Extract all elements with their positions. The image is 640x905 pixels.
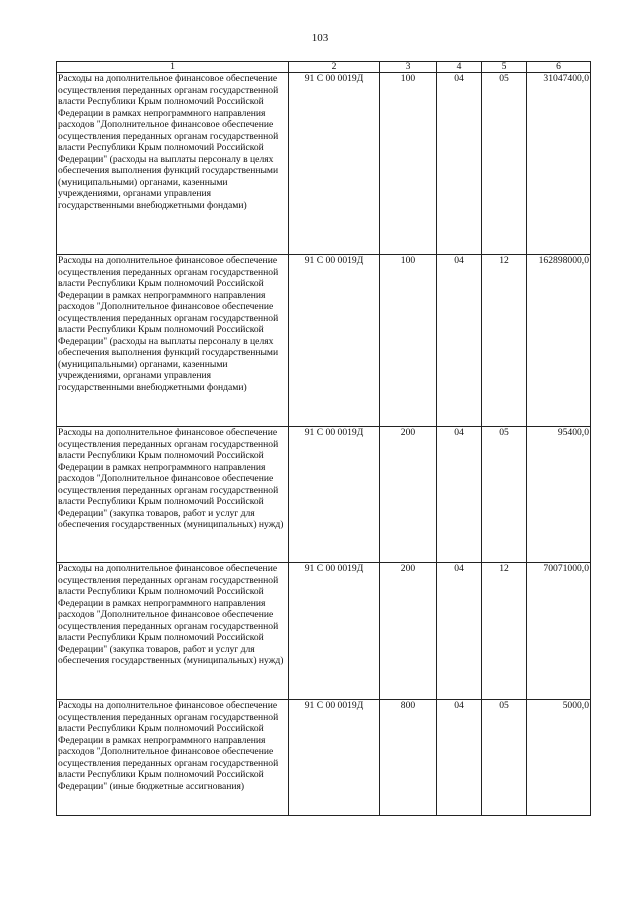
table-row bbox=[57, 427, 591, 563]
row-description: Расходы на дополнительное финансовое обеспечение осуществления переданных органам государственной власти Республики Крым полномочий Российской Федерации в рамках непрограммного направления расходов "Дополнительное финансовое обеспечение осуществления переданных органам государственной власти Республики Крым полномочий Российской Федерации" (закупка товаров, работ и услуг для обеспечения государственных (муниципальных) нужд) bbox=[57, 563, 289, 700]
row-expense-type: 200 bbox=[380, 563, 437, 700]
table-row bbox=[57, 255, 591, 427]
row-description: Расходы на дополнительное финансовое обеспечение осуществления переданных органам государственной власти Республики Крым полномочий Российской Федерации в рамках непрограммного направления расходов "Дополнительное финансовое обеспечение осуществления переданных органам государственной власти Республики Крым полномочий Российской Федерации" (закупка товаров, работ и услуг для обеспечения государственных (муниципальных) нужд) bbox=[57, 427, 289, 563]
row-amount: 70071000,0 bbox=[527, 563, 591, 700]
row-subsection: 12 bbox=[482, 563, 527, 700]
table-row bbox=[57, 700, 591, 816]
row-amount: 5000,0 bbox=[527, 700, 591, 816]
row-target-code: 91 С 00 0019Д bbox=[289, 427, 380, 563]
row-expense-type: 800 bbox=[380, 700, 437, 816]
column-header-6: 6 bbox=[527, 62, 591, 73]
row-target-code: 91 С 00 0019Д bbox=[289, 255, 380, 427]
row-target-code: 91 С 00 0019Д bbox=[289, 563, 380, 700]
row-section: 04 bbox=[437, 563, 482, 700]
row-description: Расходы на дополнительное финансовое обеспечение осуществления переданных органам государственной власти Республики Крым полномочий Российской Федерации в рамках непрограммного направления расходов "Дополнительное финансовое обеспечение осуществления переданных органам государственной власти Республики Крым полномочий Российской Федерации" (расходы на выплаты персоналу в целях обеспечения выполнения функций государственными (муниципальными) органами, казенными учреждениями, органами управления государственными внебюджетными фондами) bbox=[57, 255, 289, 427]
row-description: Расходы на дополнительное финансовое обеспечение осуществления переданных органам государственной власти Республики Крым полномочий Российской Федерации в рамках непрограммного направления расходов "Дополнительное финансовое обеспечение осуществления переданных органам государственной власти Республики Крым полномочий Российской Федерации" (иные бюджетные ассигнования) bbox=[57, 700, 289, 816]
row-expense-type: 100 bbox=[380, 73, 437, 255]
row-target-code: 91 С 00 0019Д bbox=[289, 700, 380, 816]
row-amount: 95400,0 bbox=[527, 427, 591, 563]
column-header-5: 5 bbox=[482, 62, 527, 73]
row-subsection: 05 bbox=[482, 700, 527, 816]
row-amount: 162898000,0 bbox=[527, 255, 591, 427]
row-subsection: 12 bbox=[482, 255, 527, 427]
table-row bbox=[57, 73, 591, 255]
row-section: 04 bbox=[437, 427, 482, 563]
budget-table bbox=[56, 61, 591, 816]
row-section: 04 bbox=[437, 73, 482, 255]
row-description: Расходы на дополнительное финансовое обеспечение осуществления переданных органам государственной власти Республики Крым полномочий Российской Федерации в рамках непрограммного направления расходов "Дополнительное финансовое обеспечение осуществления переданных органам государственной власти Республики Крым полномочий Российской Федерации" (расходы на выплаты персоналу в целях обеспечения выполнения функций государственными (муниципальными) органами, казенными учреждениями, органами управления государственными внебюджетными фондами) bbox=[57, 73, 289, 255]
row-expense-type: 200 bbox=[380, 427, 437, 563]
column-header-1: 1 bbox=[57, 62, 289, 73]
row-section: 04 bbox=[437, 255, 482, 427]
column-header-4: 4 bbox=[437, 62, 482, 73]
row-expense-type: 100 bbox=[380, 255, 437, 427]
row-subsection: 05 bbox=[482, 427, 527, 563]
table-row bbox=[57, 563, 591, 700]
row-subsection: 05 bbox=[482, 73, 527, 255]
column-header-2: 2 bbox=[289, 62, 380, 73]
row-amount: 31047400,0 bbox=[527, 73, 591, 255]
row-target-code: 91 С 00 0019Д bbox=[289, 73, 380, 255]
table-header-row bbox=[57, 62, 591, 73]
column-header-3: 3 bbox=[380, 62, 437, 73]
row-section: 04 bbox=[437, 700, 482, 816]
page-number: 103 bbox=[311, 32, 329, 44]
